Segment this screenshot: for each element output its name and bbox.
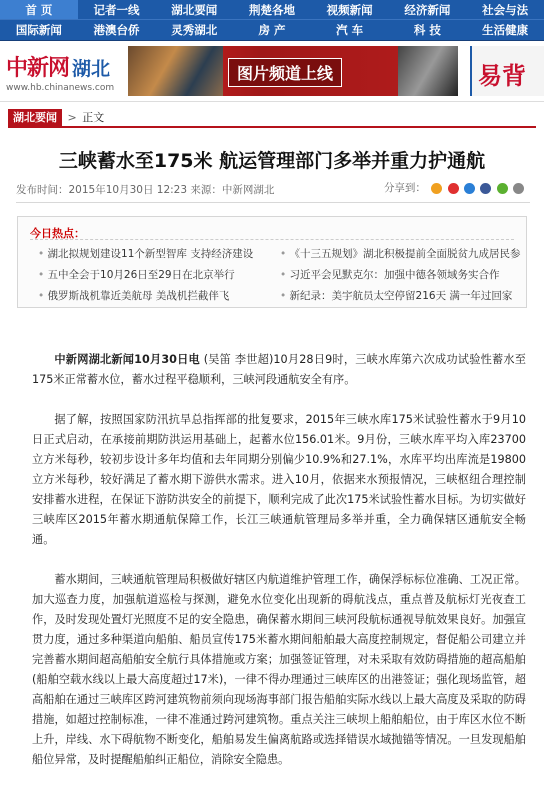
nav-home[interactable]: 首 页	[0, 0, 78, 20]
nav-international[interactable]: 国际新闻	[15, 22, 62, 37]
share-weibo-icon[interactable]	[448, 183, 459, 194]
breadcrumb-separator: >	[67, 111, 77, 124]
hot-link[interactable]: • 俄罗斯战机靠近美航母 美战机拦截伴飞	[38, 289, 268, 310]
ad-camera-image	[398, 46, 458, 96]
article-title: 三峡蓄水至175米 航运管理部门多举并重力护通航	[58, 150, 486, 172]
hot-link[interactable]: • 五中全会于10月26日至29日在北京举行	[38, 268, 268, 289]
nav-regions[interactable]: 荆楚各地	[233, 0, 311, 20]
paragraph-1	[32, 350, 526, 390]
nav-video[interactable]: 视频新闻	[311, 0, 389, 20]
share-more-icon[interactable]	[513, 183, 524, 194]
logo-text: 中新网	[6, 55, 70, 81]
breadcrumb	[8, 109, 536, 128]
share-qq-icon[interactable]	[464, 183, 475, 194]
ad-photo-strip	[128, 46, 223, 96]
hot-link[interactable]: • 湖北拟规划建设11个新型智库 支持经济建设	[38, 247, 268, 268]
article-meta	[16, 182, 530, 203]
breadcrumb-section[interactable]: 湖北要闻	[8, 109, 62, 126]
nav-health[interactable]: 生活健康	[482, 22, 529, 37]
nav-auto[interactable]: 汽 车	[336, 22, 364, 37]
hot-link[interactable]: • 新纪录：美宇航员太空停留216天 满一年过回家	[280, 289, 520, 310]
dateline: 中新网湖北新闻10月30日电	[54, 353, 200, 366]
hot-link[interactable]: • 《十三五规划》湖北积极提前全面脱贫九成居民参	[280, 247, 520, 268]
side-ad-text: 易背	[478, 62, 526, 90]
site-logo[interactable]	[6, 51, 118, 93]
ad-text: 图片频道上线	[228, 58, 342, 87]
hot-list-left	[38, 247, 268, 310]
nav-hk-mo-tw[interactable]: 港澳台侨	[93, 22, 140, 37]
hot-list-right	[280, 247, 520, 310]
nav-hubei-news[interactable]: 湖北要闻	[155, 0, 233, 20]
share-label: 分享到：	[383, 182, 426, 194]
logo-region: 湖北	[72, 58, 111, 80]
nav-economy[interactable]: 经济新闻	[389, 0, 467, 20]
share-renren-icon[interactable]	[480, 183, 491, 194]
share-qzone-icon[interactable]	[431, 183, 442, 194]
publish-info: 发布时间：2015年10月30日 12:23 来源：中新网湖北	[16, 184, 275, 196]
side-ad[interactable]	[470, 46, 544, 96]
nav-lingxiu[interactable]: 灵秀湖北	[171, 22, 218, 37]
share-bar	[384, 180, 524, 195]
nav-tech[interactable]: 科 技	[413, 22, 441, 37]
photo-channel-ad[interactable]	[128, 46, 458, 96]
hot-divider	[30, 239, 514, 240]
hot-topics-title: 今日热点：	[30, 227, 85, 240]
nav-society[interactable]: 社会与法	[466, 0, 544, 20]
paragraph-1-text: (吴笛 李世超)10月28日9时，三峡水库第六次成功试验性蓄水至175米正常蓄水位，蓄水过程平稳顺利，三峡河段通航安全有序。	[32, 353, 526, 386]
top-navigation	[0, 0, 544, 41]
share-wechat-icon[interactable]	[497, 183, 508, 194]
nav-property[interactable]: 房 产	[258, 22, 286, 37]
article-body	[32, 350, 526, 790]
paragraph-3: 蓄水期间，三峡通航管理局积极做好辖区内航道维护管理工作，确保浮标标位准确、工况正常。加大巡查力度，加强航道巡检与探测，避免水位变化出现新的碍航浅点，重点普及航标灯光夜查工作，及时发现处置灯光照度不足的安全隐患，确保蓄水期间三峡河段航标通视导航效果良好。加强宣贯力度，通过多种渠道向船舶、船员宣传175米蓄水期间船舶最大高度控制规定，督促船公司建立并完善蓄水期间超高船舶安全航行具体措施或方案；加强签证管理，对未采取有效防碍措施的超高船舶(船舶空载水线以上最大高度超过17米)，一律不得办理通过三峡库区的出港签证；强化现场监管，超高船舶在通过三峡库区跨河建筑物前须向现场海事部门报告船舶实际水线以上最大高度及采取的防碍措施，如超过控制标准，一律不准通过跨河建筑物。重点关注三峡坝上船舶船位，由于库区水位不断上升，岸线、水下碍航物不断变化，船舶易发生偏离航路或选择错误水域抛锚等情况。一旦发现船舶船位异常，及时提醒船舶纠正船位，消除安全隐患。	[32, 573, 526, 766]
hot-link[interactable]: • 习近平会见默克尔：加强中德各领域务实合作	[280, 268, 520, 289]
hot-topics-box	[17, 216, 527, 308]
logo-url: www.hb.chinanews.com	[6, 83, 115, 93]
nav-reporter[interactable]: 记者一线	[78, 0, 156, 20]
paragraph-2: 据了解，按照国家防汛抗旱总指挥部的批复要求，2015年三峡水库175米试验性蓄水于9月10日正式启动，在承接前期防洪运用基础上，起蓄水位156.01米。9月份，三峡水库平均入库23700立方米每秒，较初步设计多年均值和去年同期分别偏少10.9%和27.1%，水库平均出库流是19800立方米每秒，较好满足了蓄水期下游供水需求。进入10月，依据来水预报情况，三峡枢纽合理控制安排蓄水进程，在保证下游防洪安全的前提下，顺利完成了此次175米试验性蓄水目标。为切实做好三峡库区2015年蓄水期通航保障工作，长江三峡通航管理局多举并重，全力确保辖区通航安全畅通。	[32, 413, 526, 546]
breadcrumb-current: 正文	[82, 111, 105, 124]
header-banner	[0, 41, 544, 102]
